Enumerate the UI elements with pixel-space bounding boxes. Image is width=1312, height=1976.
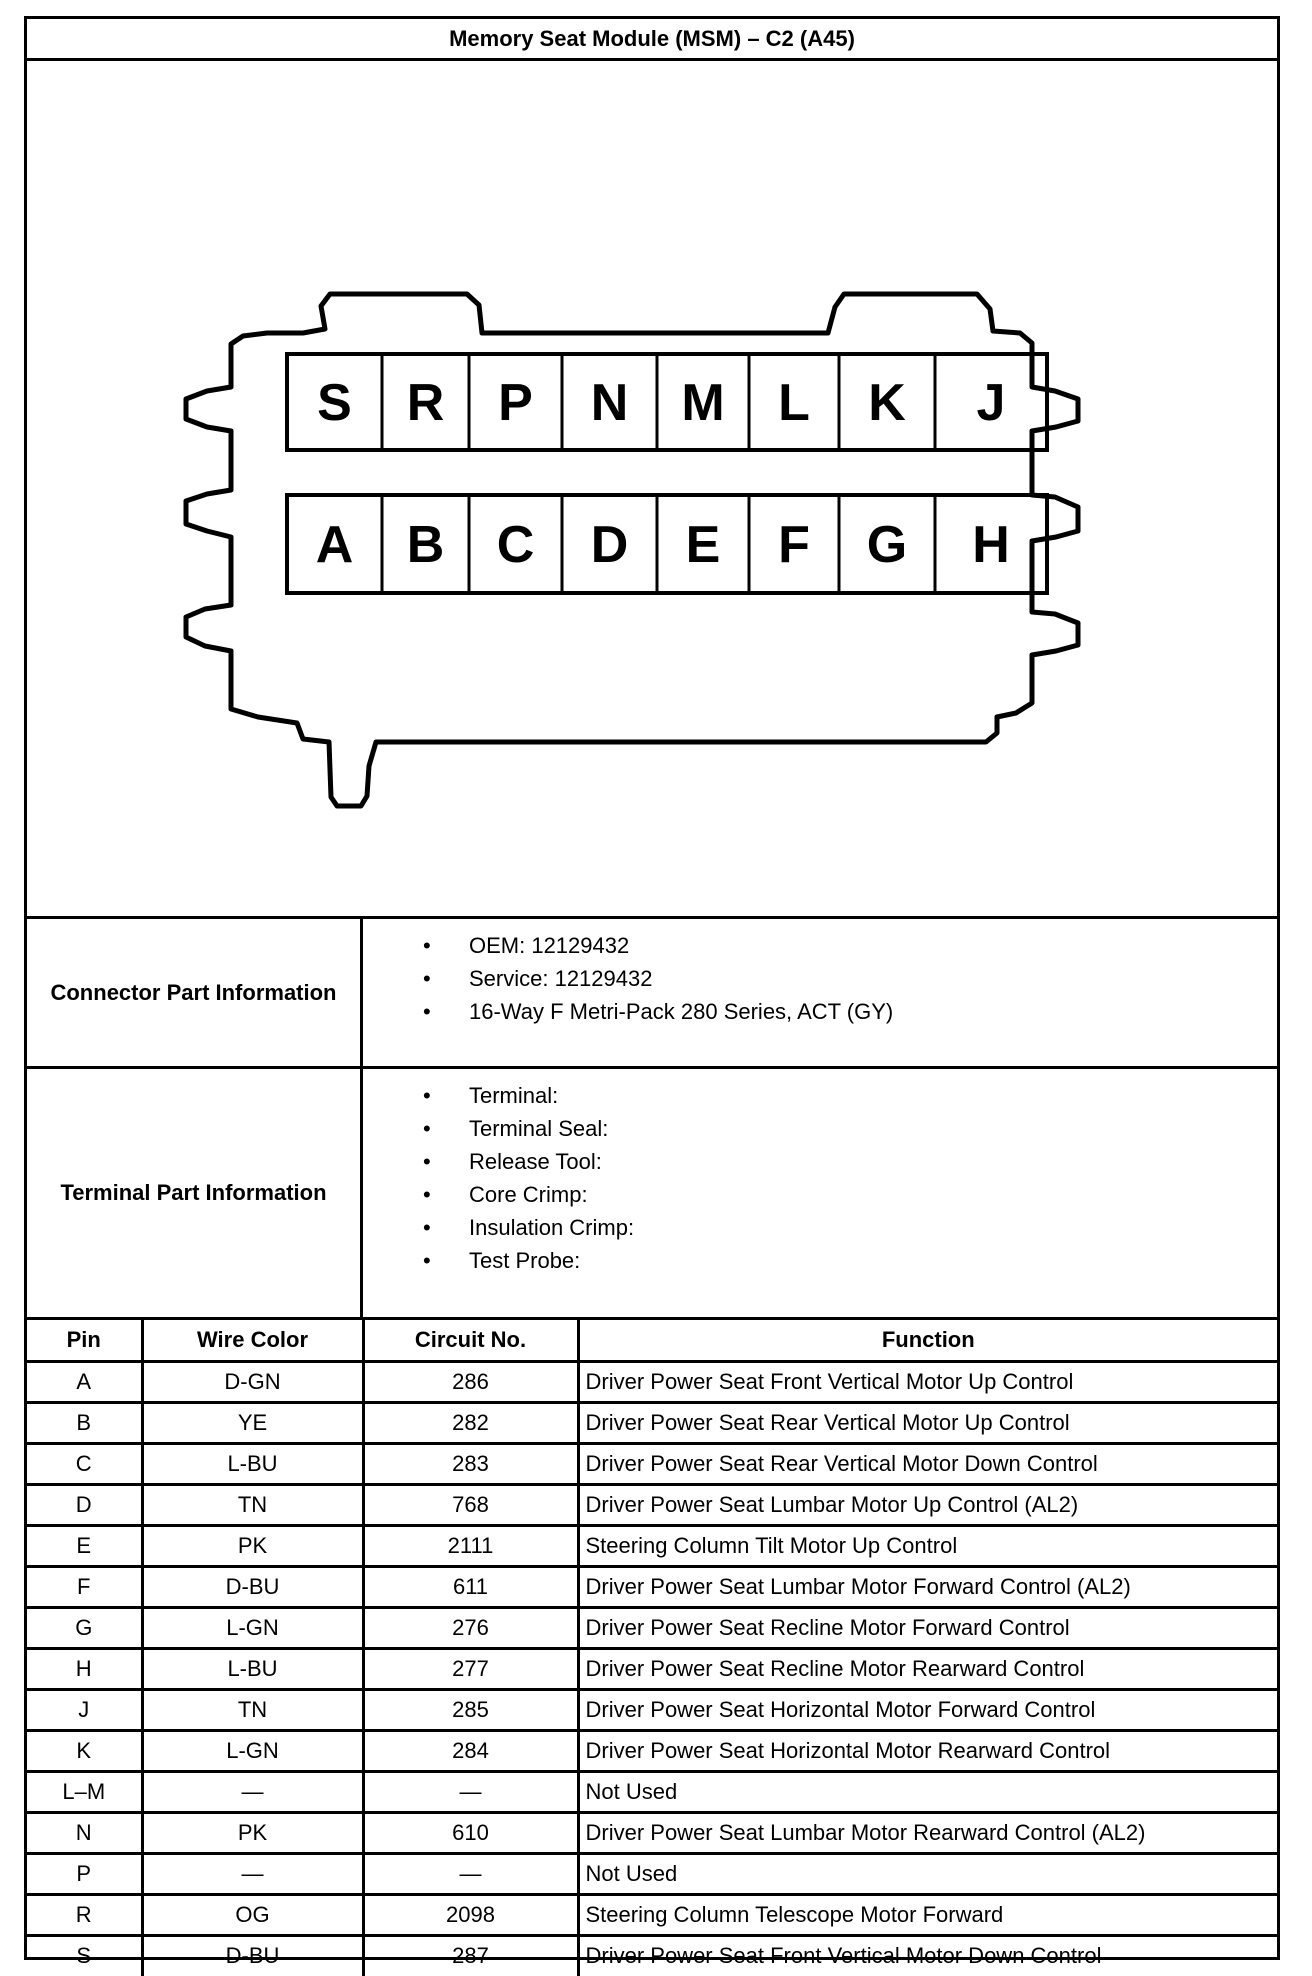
wire-color-cell: L-BU — [142, 1648, 363, 1689]
connector-part-info-label: Connector Part Information — [27, 919, 363, 1066]
pin-cell: F — [27, 1566, 142, 1607]
connector-sheet — [24, 16, 1280, 1969]
pin-table-header — [27, 1320, 1277, 1361]
bottom-pin-row-frame — [287, 495, 1047, 593]
function-cell: Driver Power Seat Lumbar Motor Forward Control (AL2) — [578, 1566, 1277, 1607]
pin-label-j: J — [976, 374, 1006, 432]
table-row — [27, 1566, 1277, 1607]
wire-color-cell: D-GN — [142, 1361, 363, 1402]
pin-label-e: E — [685, 516, 721, 574]
function-cell: Driver Power Seat Front Vertical Motor Down Control — [578, 1935, 1277, 1976]
pin-cell: N — [27, 1812, 142, 1853]
circuit-cell: 285 — [363, 1689, 578, 1730]
terminal-part-info-list — [363, 1069, 1277, 1317]
pin-cell: K — [27, 1730, 142, 1771]
pin-cell: L–M — [27, 1771, 142, 1812]
pin-cell: R — [27, 1894, 142, 1935]
wire-color-cell: TN — [142, 1689, 363, 1730]
circuit-cell: 283 — [363, 1443, 578, 1484]
connector-diagram — [27, 61, 1277, 919]
pin-cell: S — [27, 1935, 142, 1976]
circuit-cell: 276 — [363, 1607, 578, 1648]
circuit-cell: 768 — [363, 1484, 578, 1525]
function-cell: Driver Power Seat Front Vertical Motor Up Control — [578, 1361, 1277, 1402]
function-cell: Driver Power Seat Lumbar Motor Up Control (AL2) — [578, 1484, 1277, 1525]
circuit-cell: 287 — [363, 1935, 578, 1976]
connector-info-item: • 16-Way F Metri-Pack 280 Series, ACT (GY) — [423, 995, 1277, 1028]
terminal-info-item: • Test Probe: — [423, 1244, 1277, 1277]
pin-cell: A — [27, 1361, 142, 1402]
table-row — [27, 1525, 1277, 1566]
wire-color-cell: D-BU — [142, 1566, 363, 1607]
function-cell: Driver Power Seat Recline Motor Forward Control — [578, 1607, 1277, 1648]
function-cell: Driver Power Seat Recline Motor Rearward Control — [578, 1648, 1277, 1689]
pin-label-k: K — [868, 374, 906, 432]
connector-part-info — [27, 919, 1277, 1069]
function-cell: Driver Power Seat Rear Vertical Motor Down Control — [578, 1443, 1277, 1484]
page-title: Memory Seat Module (MSM) – C2 (A45) — [27, 19, 1277, 61]
table-row — [27, 1402, 1277, 1443]
pin-table — [27, 1320, 1277, 1976]
connector-part-info-list — [363, 919, 1277, 1066]
pin-label-f: F — [778, 516, 810, 574]
terminal-info-item: • Release Tool: — [423, 1145, 1277, 1178]
wire-color-cell: PK — [142, 1812, 363, 1853]
pin-label-n: N — [590, 374, 629, 432]
wire-color-cell: — — [142, 1771, 363, 1812]
wire-color-cell: OG — [142, 1894, 363, 1935]
table-row — [27, 1361, 1277, 1402]
circuit-cell: 611 — [363, 1566, 578, 1607]
circuit-cell: 284 — [363, 1730, 578, 1771]
pin-label-s: S — [317, 374, 352, 432]
wire-color-cell: L-BU — [142, 1443, 363, 1484]
function-cell: Not Used — [578, 1771, 1277, 1812]
pin-cell: P — [27, 1853, 142, 1894]
table-row — [27, 1689, 1277, 1730]
pin-label-g: G — [866, 516, 908, 574]
circuit-cell: 2098 — [363, 1894, 578, 1935]
wire-color-cell: TN — [142, 1484, 363, 1525]
function-cell: Driver Power Seat Rear Vertical Motor Up Control — [578, 1402, 1277, 1443]
circuit-cell: 2111 — [363, 1525, 578, 1566]
pin-label-p: P — [498, 374, 533, 432]
pin-label-a: A — [315, 516, 354, 574]
wire-color-cell: PK — [142, 1525, 363, 1566]
terminal-info-item: • Core Crimp: — [423, 1178, 1277, 1211]
wire-color-cell: YE — [142, 1402, 363, 1443]
table-row — [27, 1607, 1277, 1648]
terminal-info-item: • Insulation Crimp: — [423, 1211, 1277, 1244]
connector-info-item: • OEM: 12129432 — [423, 929, 1277, 962]
function-cell: Driver Power Seat Horizontal Motor Rearward Control — [578, 1730, 1277, 1771]
table-row — [27, 1730, 1277, 1771]
circuit-cell: — — [363, 1771, 578, 1812]
table-row — [27, 1812, 1277, 1853]
function-cell: Not Used — [578, 1853, 1277, 1894]
wire-color-cell: — — [142, 1853, 363, 1894]
circuit-cell: 277 — [363, 1648, 578, 1689]
table-row — [27, 1853, 1277, 1894]
header-wire-color: Wire Color — [142, 1320, 363, 1361]
pin-cell: G — [27, 1607, 142, 1648]
function-cell: Steering Column Tilt Motor Up Control — [578, 1525, 1277, 1566]
top-pin-row-frame — [287, 354, 1047, 450]
function-cell: Steering Column Telescope Motor Forward — [578, 1894, 1277, 1935]
table-row — [27, 1894, 1277, 1935]
table-row — [27, 1648, 1277, 1689]
connector-info-item: • Service: 12129432 — [423, 962, 1277, 995]
terminal-part-info — [27, 1069, 1277, 1320]
pin-cell: H — [27, 1648, 142, 1689]
connector-face-svg — [27, 61, 1277, 919]
pin-label-r: R — [406, 374, 445, 432]
circuit-cell: — — [363, 1853, 578, 1894]
wire-color-cell: D-BU — [142, 1935, 363, 1976]
circuit-cell: 286 — [363, 1361, 578, 1402]
circuit-cell: 610 — [363, 1812, 578, 1853]
table-row — [27, 1935, 1277, 1976]
function-cell: Driver Power Seat Horizontal Motor Forward Control — [578, 1689, 1277, 1730]
pin-cell: D — [27, 1484, 142, 1525]
pin-label-c: C — [496, 516, 535, 574]
table-row — [27, 1771, 1277, 1812]
header-pin: Pin — [27, 1320, 142, 1361]
pin-cell: E — [27, 1525, 142, 1566]
wire-color-cell: L-GN — [142, 1730, 363, 1771]
pin-cell: B — [27, 1402, 142, 1443]
pin-cell: J — [27, 1689, 142, 1730]
header-function: Function — [578, 1320, 1277, 1361]
pin-cell: C — [27, 1443, 142, 1484]
pin-label-h: H — [972, 516, 1010, 574]
terminal-part-info-label: Terminal Part Information — [27, 1069, 363, 1317]
function-cell: Driver Power Seat Lumbar Motor Rearward Control (AL2) — [578, 1812, 1277, 1853]
pin-labels — [316, 374, 1010, 574]
pin-cells — [382, 354, 935, 593]
table-row — [27, 1484, 1277, 1525]
terminal-info-item: • Terminal Seal: — [423, 1112, 1277, 1145]
header-circuit-no: Circuit No. — [363, 1320, 578, 1361]
table-row — [27, 1443, 1277, 1484]
pin-label-l: L — [778, 374, 810, 432]
pin-label-d: D — [590, 516, 629, 574]
terminal-info-item: • Terminal: — [423, 1079, 1277, 1112]
pin-label-b: B — [406, 516, 445, 574]
pin-label-m: M — [681, 374, 725, 432]
circuit-cell: 282 — [363, 1402, 578, 1443]
wire-color-cell: L-GN — [142, 1607, 363, 1648]
